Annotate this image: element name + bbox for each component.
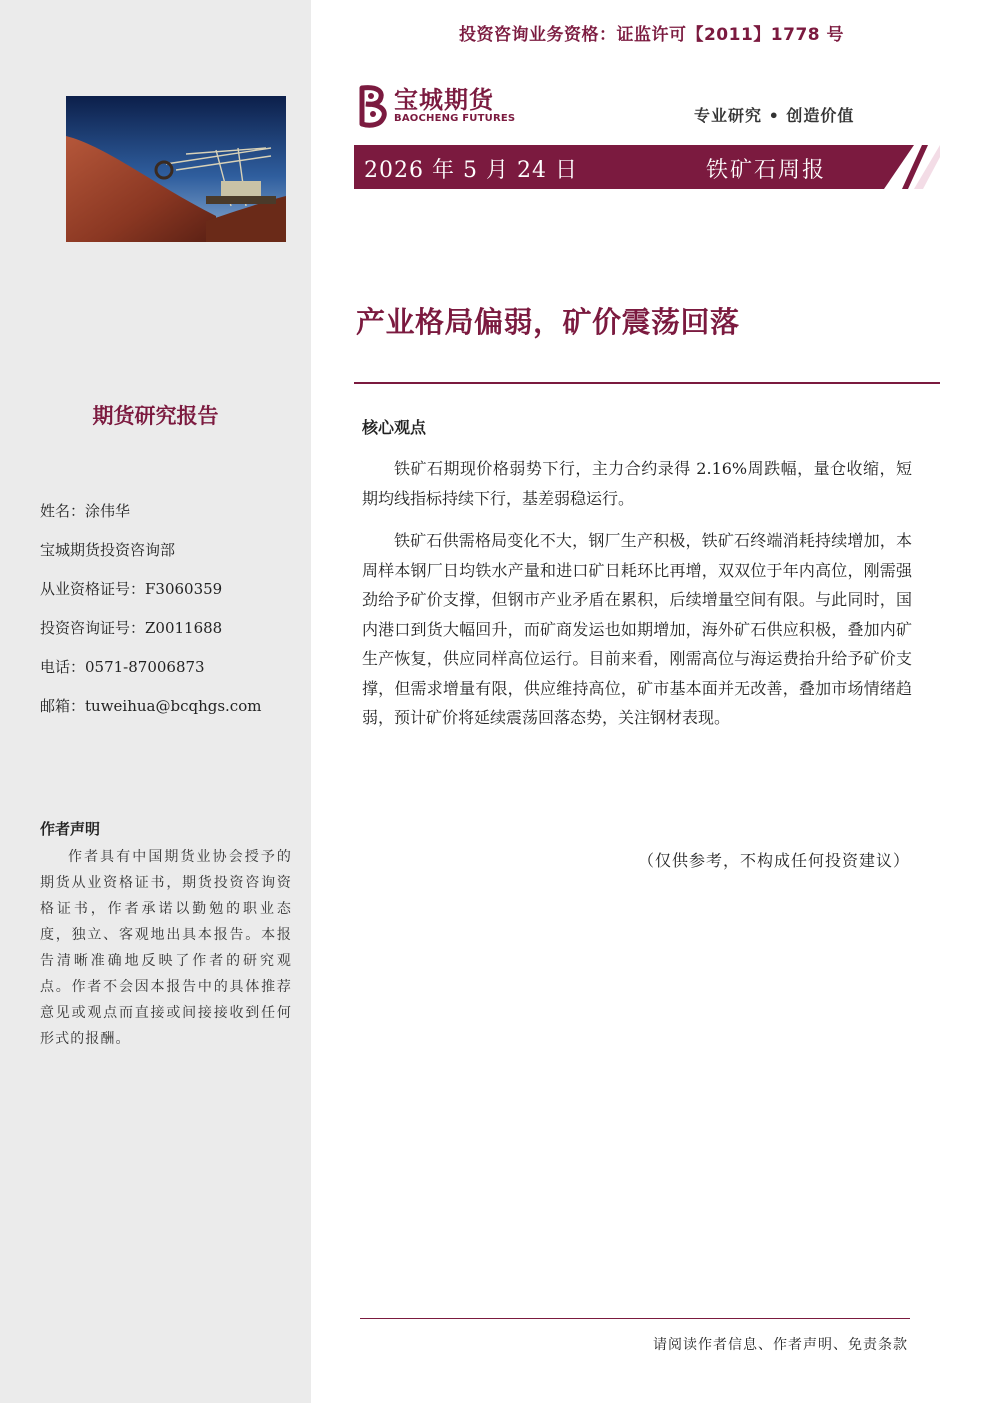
practice-license-number: 从业资格证号：F3060359 bbox=[40, 580, 223, 598]
advisory-license-number: 投资咨询证号：Z0011688 bbox=[40, 619, 223, 637]
logo-mark-icon bbox=[356, 84, 390, 128]
company-slogan: 专业研究 • 创造价值 bbox=[694, 106, 855, 125]
company-logo bbox=[356, 84, 515, 128]
author-name: 姓名：涂伟华 bbox=[40, 502, 131, 520]
license-statement: 投资咨询业务资格：证监许可【2011】1778 号 bbox=[458, 25, 845, 45]
author-phone: 电话：0571-87006873 bbox=[40, 658, 205, 676]
headline-divider bbox=[354, 382, 940, 384]
author-email: 邮箱：tuweihua@bcqhgs.com bbox=[40, 697, 262, 715]
report-headline: 产业格局偏弱，矿价震荡回落 bbox=[356, 305, 740, 339]
disclaimer-note: （仅供参考，不构成任何投资建议） bbox=[637, 851, 910, 870]
author-declaration-title: 作者声明 bbox=[40, 820, 101, 838]
sidebar bbox=[0, 0, 311, 1403]
report-series-name: 铁矿石周报 bbox=[706, 158, 827, 183]
core-view-paragraph: 铁矿石供需格局变化不大，钢厂生产积极，铁矿石终端消耗持续增加，本周样本钢厂日均铁水产量和进口矿日耗环比再增，双双位于年内高位，刚需强劲给予矿价支撑，但钢市产业矛盾在累积，后续增量空间有限。与此同时，国内港口到货大幅回升，而矿商发运也如期增加，海外矿石供应积极，叠加内矿生产恢复，供应同样高位运行。目前来看，刚需高位与海运费抬升给予矿价支撑，但需求增量有限，供应维持高位，矿市基本面并无改善，叠加市场情绪趋弱，预计矿价将延续震荡回落态势，关注钢材表现。 bbox=[362, 531, 912, 727]
author-contact-block bbox=[40, 500, 261, 734]
report-date: 2026 年 5 月 24 日 bbox=[364, 158, 578, 183]
author-department: 宝城期货投资咨询部 bbox=[40, 541, 176, 559]
footer-notice: 请阅读作者信息、作者声明、免责条款 bbox=[653, 1337, 908, 1353]
core-view-title: 核心观点 bbox=[362, 418, 427, 437]
report-type-label: 期货研究报告 bbox=[92, 404, 219, 428]
author-declaration-body: 作者具有中国期货业协会授予的期货从业资格证书，期货投资咨询资格证书，作者承诺以勤勉的职业态度，独立、客观地出具本报告。本报告清晰准确地反映了作者的研究观点。作者不会因本报告中的具体推荐意见或观点而直接或间接接收到任何形式的报酬。 bbox=[40, 849, 292, 1047]
cover-photo-reclaimer bbox=[66, 96, 286, 242]
logo-chinese-name: 宝城期货 bbox=[394, 85, 494, 114]
footer-divider bbox=[360, 1318, 910, 1319]
logo-english-name: BAOCHENG FUTURES bbox=[394, 113, 516, 124]
core-view-paragraph: 铁矿石期现价格弱势下行，主力合约录得 2.16%周跌幅，量仓收缩，短期均线指标持续下行，基差弱稳运行。 bbox=[362, 459, 912, 508]
